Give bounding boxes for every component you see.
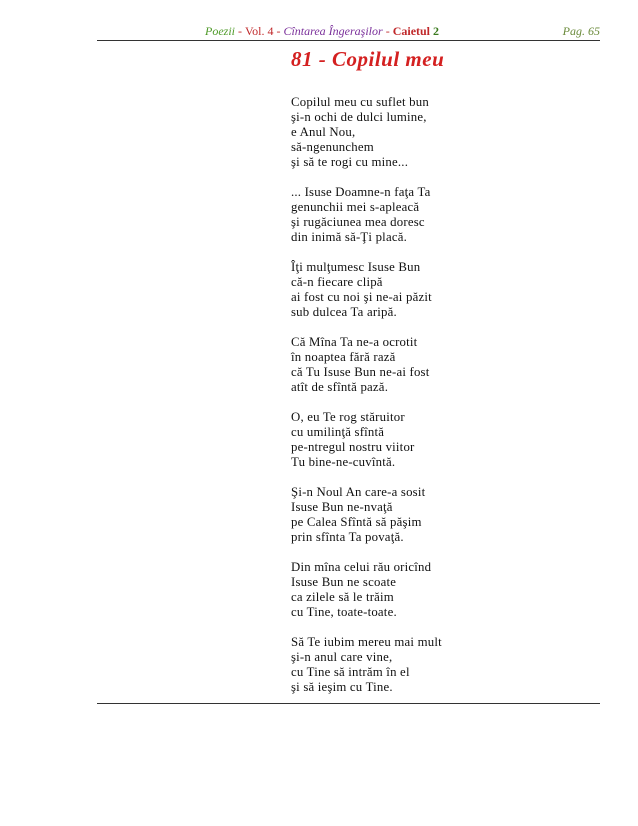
poem-line: Copilul meu cu suflet bun (291, 95, 429, 109)
poem-line: şi să te rogi cu mine... (291, 155, 409, 169)
poem-line: Şi-n Noul An care-a sosit (291, 485, 426, 499)
poem-line: să-ngenunchem (291, 140, 374, 154)
header-separator: - (238, 24, 245, 38)
poem-line: şi să ieşim cu Tine. (291, 680, 393, 694)
stanza (291, 560, 611, 620)
header-collection: Cîntarea Îngeraşilor (283, 24, 383, 38)
poem-line: ai fost cu noi şi ne-ai păzit (291, 290, 432, 304)
poem-line: sub dulcea Ta aripă. (291, 305, 397, 319)
header-caiet-number: 2 (433, 24, 440, 38)
header-rule (97, 40, 600, 41)
footer-rule (97, 703, 600, 704)
poem-title: 81 - Copilul meu (291, 47, 445, 71)
poem-line: Isuse Bun ne scoate (291, 575, 397, 589)
poem-line: cu Tine, toate-toate. (291, 605, 397, 619)
header-caietul: Caietul (392, 24, 431, 38)
poem-line: că-n fiecare clipă (291, 275, 383, 289)
header-separator: - (276, 24, 284, 38)
poem-line: Că Mîna Ta ne-a ocrotit (291, 335, 418, 349)
running-title (205, 24, 439, 39)
stanza (291, 95, 611, 170)
poem-body (291, 95, 611, 710)
poem-line: e Anul Nou, (291, 125, 356, 139)
header-volume: Vol. 4 (245, 24, 274, 38)
header-separator: - (385, 24, 393, 38)
poem-line: Să Te iubim mereu mai mult (291, 635, 442, 649)
poem-line: O, eu Te rog stăruitor (291, 410, 405, 424)
poem-line: ca zilele să le trăim (291, 590, 394, 604)
poem-line: ... Isuse Doamne-n faţa Ta (291, 185, 431, 199)
poem-line: pe-ntregul nostru viitor (291, 440, 415, 454)
poem-line: şi-n anul care vine, (291, 650, 393, 664)
poem-line: Din mîna celui rău oricînd (291, 560, 432, 574)
poem-line: Îţi mulţumesc Isuse Bun (291, 260, 421, 274)
poem-line: Isuse Bun ne-nvaţă (291, 500, 393, 514)
stanza (291, 260, 611, 320)
stanza (291, 185, 611, 245)
stanza (291, 485, 611, 545)
page-number: Pag. 65 (562, 24, 600, 38)
poem-line: că Tu Isuse Bun ne-ai fost (291, 365, 430, 379)
poem-line: pe Calea Sfîntă să păşim (291, 515, 422, 529)
poem-line: şi rugăciunea mea doresc (291, 215, 425, 229)
stanza (291, 335, 611, 395)
stanza (291, 410, 611, 470)
page-header (205, 24, 600, 38)
poem-line: prin sfînta Ta povaţă. (291, 530, 404, 544)
poem-line: cu umilinţă sfîntă (291, 425, 385, 439)
poem-line: atît de sfîntă pază. (291, 380, 389, 394)
stanza (291, 635, 611, 695)
poem-line: în noaptea fără rază (291, 350, 396, 364)
poem-line: şi-n ochi de dulci lumine, (291, 110, 427, 124)
header-poezii: Poezii (205, 24, 235, 38)
poem-line: genunchii mei s-apleacă (291, 200, 420, 214)
poem-line: Tu bine-ne-cuvîntă. (291, 455, 396, 469)
poem-line: cu Tine să intrăm în el (291, 665, 410, 679)
poem-line: din inimă să-Ţi placă. (291, 230, 407, 244)
